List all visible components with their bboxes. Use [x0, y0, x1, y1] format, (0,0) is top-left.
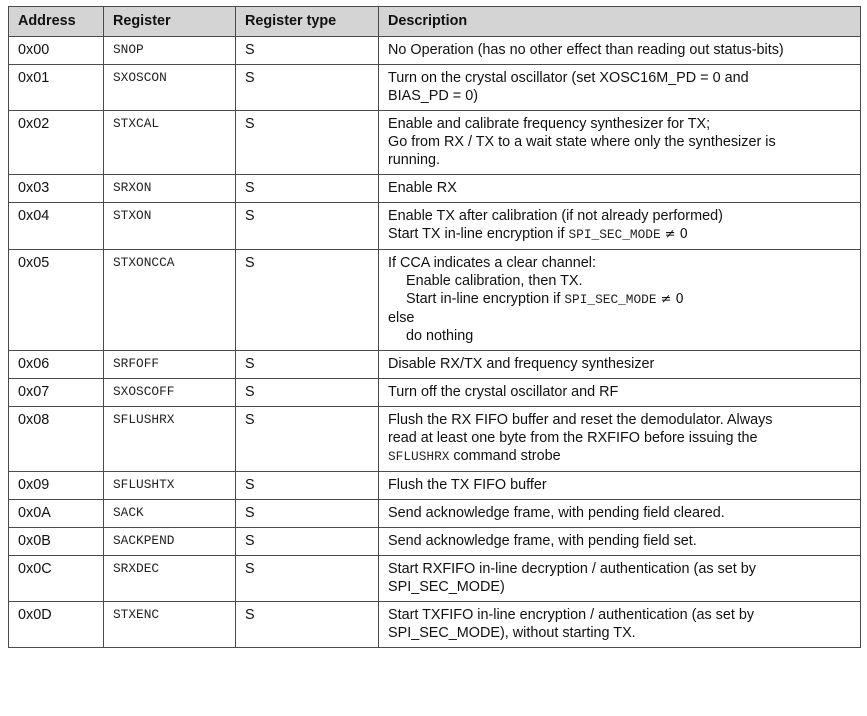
table-row [9, 203, 861, 250]
description-line: Enable and calibrate frequency synthesizer for TX; [388, 116, 711, 132]
description-cell [379, 556, 861, 602]
address-cell: 0x03 [9, 175, 104, 203]
description-line: Start RXFIFO in-line decryption / authentication (as set by [388, 561, 756, 577]
description-line: running. [388, 152, 441, 168]
table-row [9, 407, 861, 472]
register-type-cell: S [236, 111, 379, 175]
description-cell [379, 37, 861, 65]
description-line: Enable RX [388, 180, 457, 196]
register-cell: SXOSCOFF [104, 379, 236, 407]
table-row [9, 351, 861, 379]
table-row [9, 175, 861, 203]
description-line: Flush the TX FIFO buffer [388, 477, 547, 493]
address-cell: 0x0C [9, 556, 104, 602]
address-cell: 0x01 [9, 65, 104, 111]
address-cell: 0x04 [9, 203, 104, 250]
address-cell: 0x0A [9, 500, 104, 528]
description-line: read at least one byte from the RXFIFO before issuing the [388, 430, 758, 446]
register-cell: SRFOFF [104, 351, 236, 379]
header-description: Description [379, 7, 861, 37]
description-line [388, 447, 852, 466]
register-cell: SACKPEND [104, 528, 236, 556]
register-type-cell: S [236, 602, 379, 648]
description-line [388, 225, 852, 244]
register-type-cell: S [236, 351, 379, 379]
register-cell: SNOP [104, 37, 236, 65]
not-equal-expression: ≠ 0 [664, 227, 688, 242]
register-table [8, 6, 861, 648]
register-cell: SACK [104, 500, 236, 528]
table-row [9, 556, 861, 602]
description-line: Turn off the crystal oscillator and RF [388, 384, 619, 400]
register-cell: STXON [104, 203, 236, 250]
description-cell [379, 472, 861, 500]
not-equal-expression: ≠ 0 [660, 292, 684, 307]
table-row [9, 379, 861, 407]
register-cell: SRXDEC [104, 556, 236, 602]
register-type-cell: S [236, 472, 379, 500]
description-line: Enable calibration, then TX. [406, 273, 583, 289]
register-type-cell: S [236, 65, 379, 111]
description-text: Start TX in-line encryption if [388, 226, 569, 242]
description-text: Start in-line encryption if [406, 291, 565, 307]
register-type-cell: S [236, 500, 379, 528]
table-row [9, 500, 861, 528]
register-type-cell: S [236, 556, 379, 602]
description-line: SPI_SEC_MODE), without starting TX. [388, 625, 636, 641]
register-type-cell: S [236, 175, 379, 203]
description-text: command strobe [449, 448, 561, 464]
address-cell: 0x00 [9, 37, 104, 65]
description-cell [379, 500, 861, 528]
description-cell [379, 175, 861, 203]
description-line: SPI_SEC_MODE) [388, 579, 505, 595]
description-line: Turn on the crystal oscillator (set XOSC16M_PD = 0 and [388, 70, 749, 86]
register-cell: SFLUSHRX [104, 407, 236, 472]
table-header-row [9, 7, 861, 37]
description-cell [379, 528, 861, 556]
register-code: SPI_SEC_MODE [564, 292, 657, 307]
register-type-cell: S [236, 37, 379, 65]
description-line: Go from RX / TX to a wait state where only the synthesizer is [388, 134, 776, 150]
address-cell: 0x0B [9, 528, 104, 556]
address-cell: 0x08 [9, 407, 104, 472]
table-row [9, 472, 861, 500]
description-line: Disable RX/TX and frequency synthesizer [388, 356, 655, 372]
table-row [9, 65, 861, 111]
description-line: No Operation (has no other effect than reading out status-bits) [388, 42, 784, 58]
register-type-cell: S [236, 379, 379, 407]
description-cell [379, 111, 861, 175]
description-cell [379, 65, 861, 111]
description-line: Flush the RX FIFO buffer and reset the demodulator. Always [388, 412, 773, 428]
register-type-cell: S [236, 528, 379, 556]
register-cell: SXOSCON [104, 65, 236, 111]
table-row [9, 250, 861, 351]
address-cell: 0x06 [9, 351, 104, 379]
table-row [9, 602, 861, 648]
register-code: SPI_SEC_MODE [568, 227, 661, 242]
description-line [388, 290, 852, 309]
description-cell [379, 203, 861, 250]
address-cell: 0x0D [9, 602, 104, 648]
register-type-cell: S [236, 250, 379, 351]
table-row [9, 528, 861, 556]
address-cell: 0x09 [9, 472, 104, 500]
table-row [9, 37, 861, 65]
register-type-cell: S [236, 407, 379, 472]
address-cell: 0x05 [9, 250, 104, 351]
register-cell: SRXON [104, 175, 236, 203]
description-cell [379, 407, 861, 472]
register-code: SFLUSHRX [388, 449, 450, 464]
description-cell [379, 602, 861, 648]
description-cell [379, 351, 861, 379]
description-line: Send acknowledge frame, with pending field set. [388, 533, 697, 549]
description-cell [379, 379, 861, 407]
description-line: BIAS_PD = 0) [388, 88, 478, 104]
address-cell: 0x02 [9, 111, 104, 175]
register-type-cell: S [236, 203, 379, 250]
description-cell [379, 250, 861, 351]
register-cell: STXCAL [104, 111, 236, 175]
address-cell: 0x07 [9, 379, 104, 407]
header-register-type: Register type [236, 7, 379, 37]
description-line: Send acknowledge frame, with pending field cleared. [388, 505, 725, 521]
table-row [9, 111, 861, 175]
header-register: Register [104, 7, 236, 37]
register-cell: STXONCCA [104, 250, 236, 351]
description-line: Start TXFIFO in-line encryption / authentication (as set by [388, 607, 755, 623]
description-line: else [388, 310, 415, 326]
register-cell: STXENC [104, 602, 236, 648]
register-cell: SFLUSHTX [104, 472, 236, 500]
header-address: Address [9, 7, 104, 37]
description-line: Enable TX after calibration (if not already performed) [388, 208, 723, 224]
description-line: If CCA indicates a clear channel: [388, 255, 596, 271]
description-line: do nothing [406, 328, 474, 344]
